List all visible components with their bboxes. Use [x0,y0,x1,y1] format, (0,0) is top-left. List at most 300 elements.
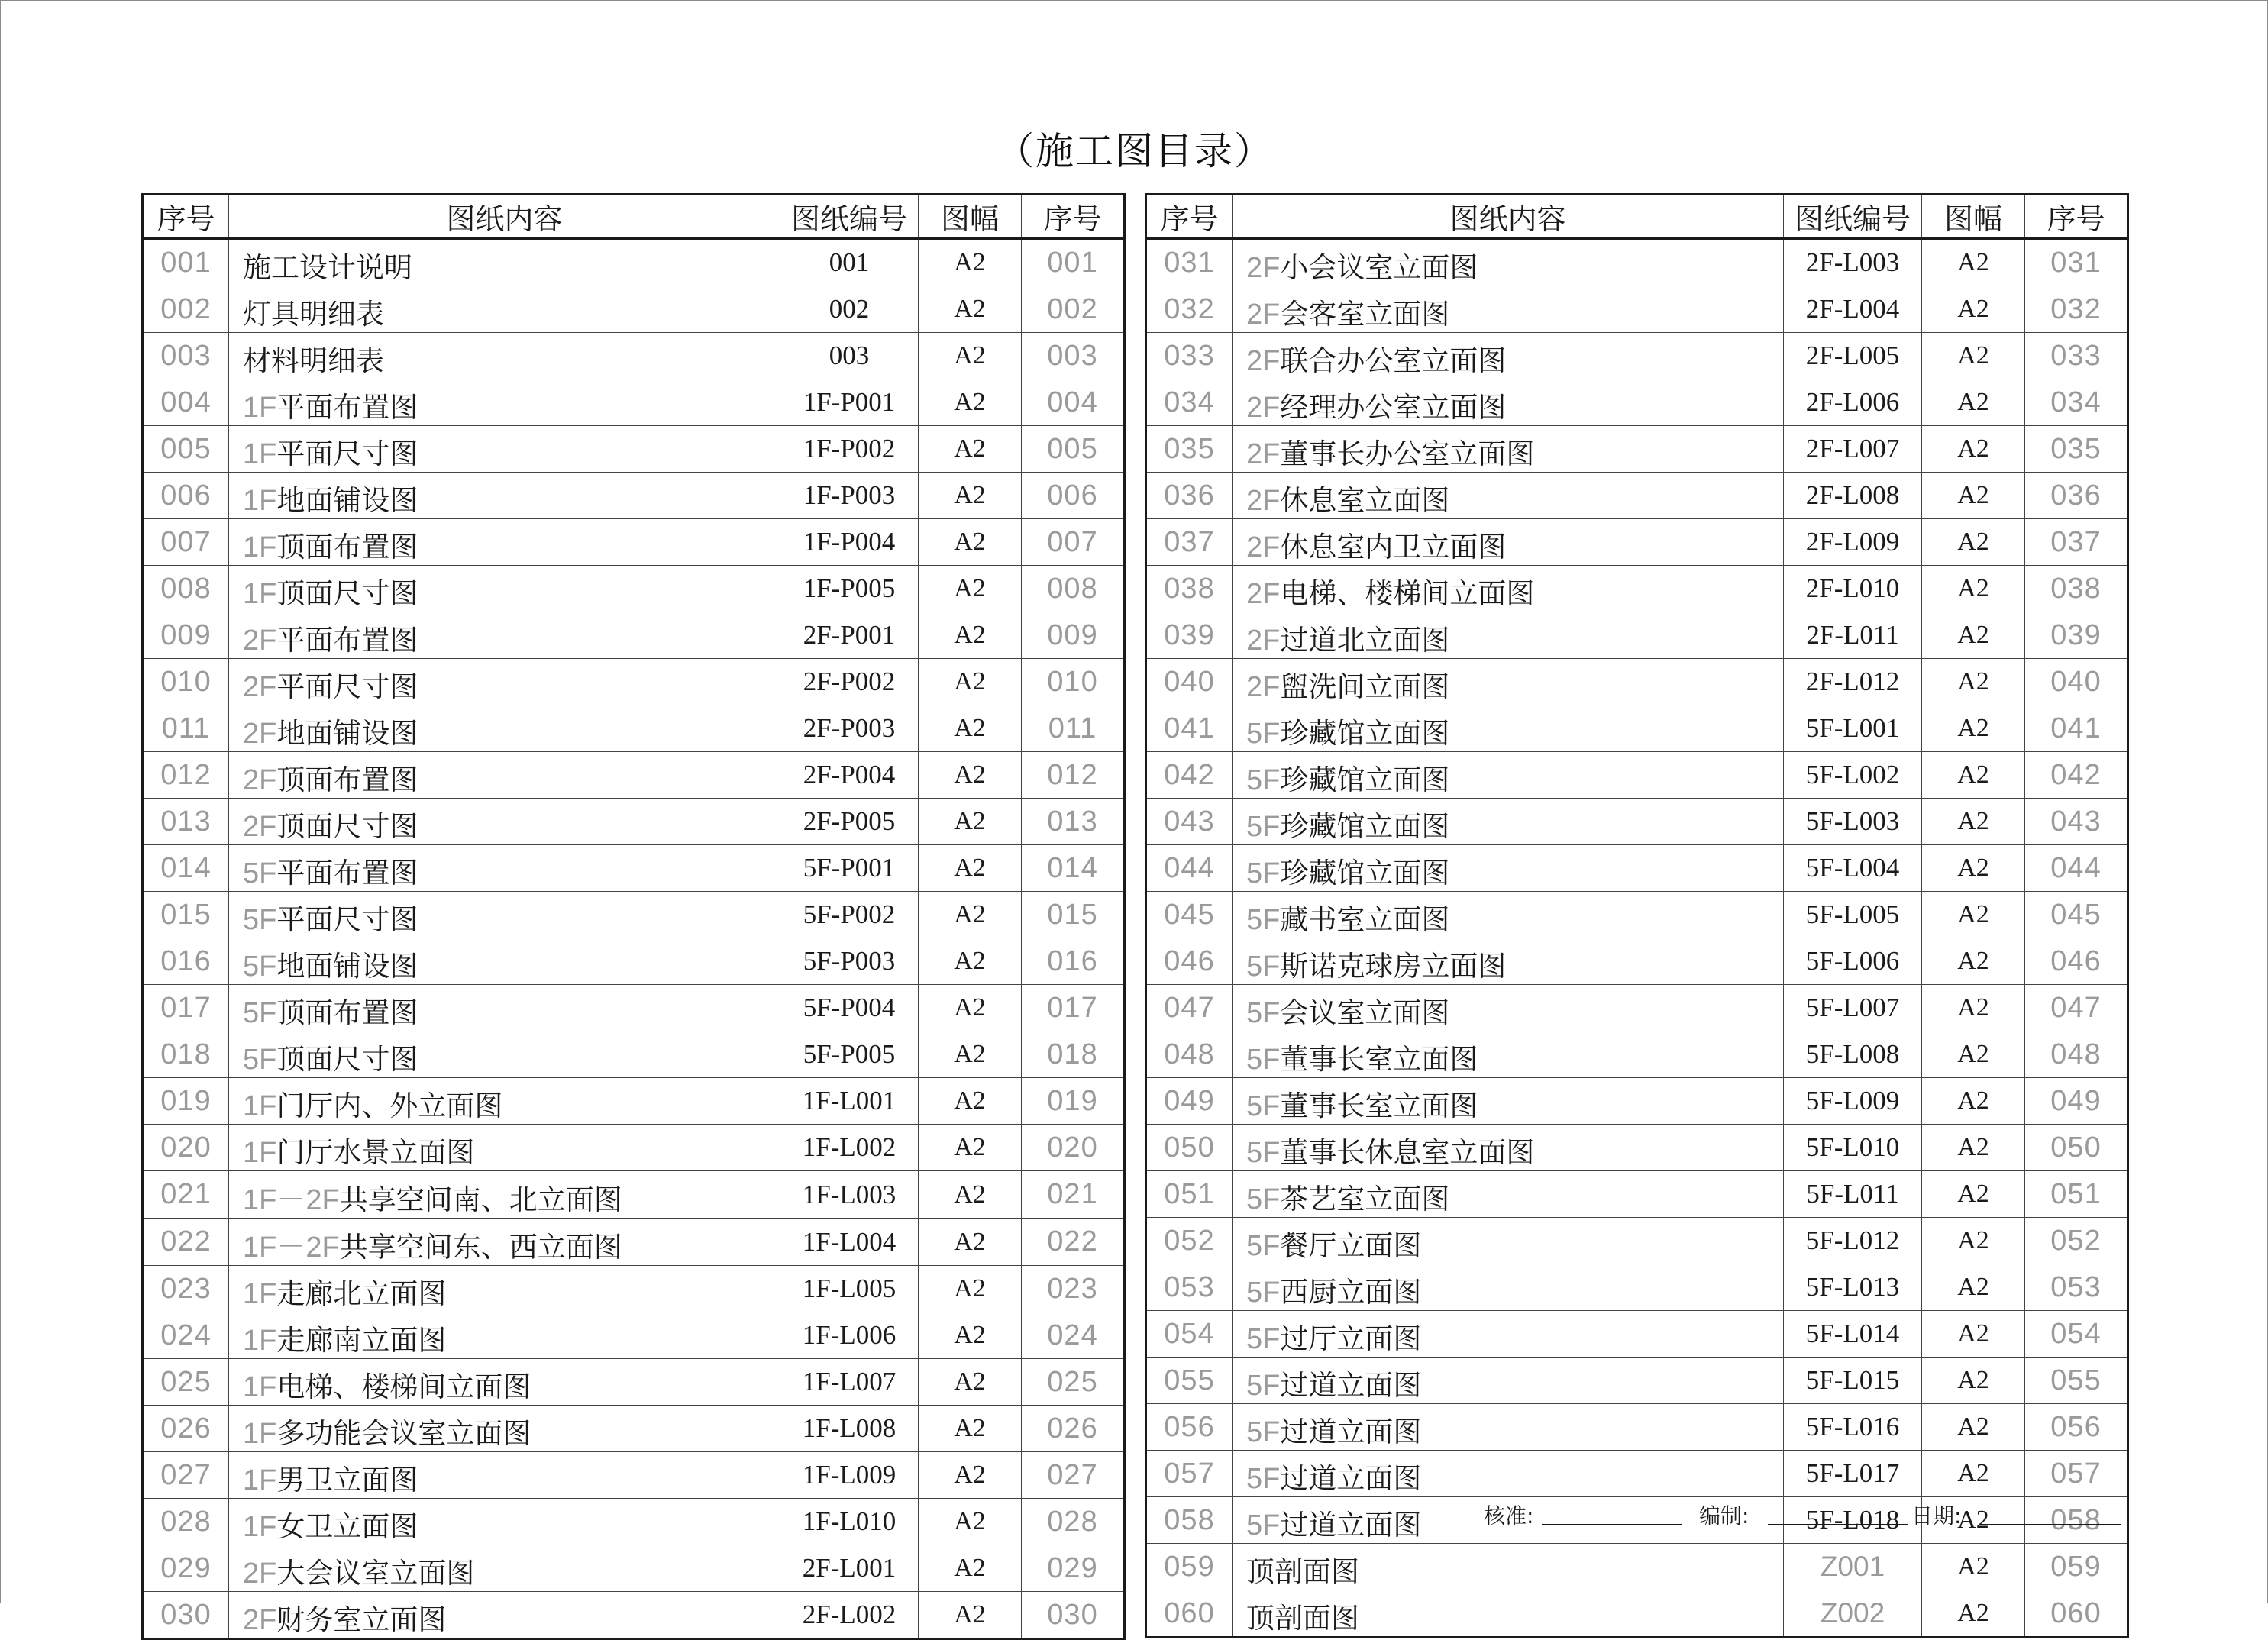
drawing-code: 5F-P001 [780,845,919,892]
drawing-content [229,1312,780,1359]
serial-number-right: 041 [2025,705,2128,752]
floor-label: 2F [1246,299,1281,331]
serial-number-right: 018 [1022,1031,1125,1078]
drawing-name: 休息室立面图 [1280,484,1450,517]
serial-number-right: 044 [2025,845,2128,892]
floor-label: 5F [1246,1370,1281,1402]
floor-label: 5F [243,997,277,1029]
serial-number: 059 [1146,1544,1233,1590]
serial-number: 060 [1146,1590,1233,1638]
drawing-name: 藏书室立面图 [1280,903,1450,936]
floor-label: 2F [243,1604,277,1636]
drawing-content [229,892,780,938]
floor-label: 5F [1246,1277,1281,1309]
floor-label: 5F [1246,1463,1281,1495]
table-row [1146,659,2128,705]
drawing-code: 2F-L001 [780,1545,919,1592]
drawing-code: 1F-L003 [780,1171,919,1219]
table-row [143,1312,1125,1359]
serial-number-right: 036 [2025,473,2128,519]
floor-label: 1F [243,485,277,517]
serial-number: 038 [1146,566,1233,612]
sheet-size: A2 [919,1266,1022,1312]
serial-number-right: 059 [2025,1544,2128,1590]
floor-label: 1F－2F [243,1184,340,1216]
drawing-name: 电梯、楼梯间立面图 [276,1370,531,1403]
drawing-content [1233,1078,1784,1125]
drawing-content [229,612,780,659]
serial-number: 048 [1146,1031,1233,1078]
serial-number: 021 [143,1171,229,1219]
drawing-code: 1F-P001 [780,379,919,426]
floor-label: 2F [1246,671,1281,703]
drawing-name: 地面铺设图 [276,717,418,750]
table-row [1146,286,2128,333]
sheet-size: A2 [919,1031,1022,1078]
serial-number-right: 056 [2025,1404,2128,1451]
sheet-size: A2 [1922,239,2025,286]
serial-number: 029 [143,1545,229,1592]
drawing-code: 5F-P003 [780,938,919,985]
page-title: （施工图目录） [996,129,1274,173]
floor-label: 2F [1246,392,1281,424]
drawing-content [229,286,780,333]
sheet-size: A2 [1922,752,2025,799]
table-row [1146,845,2128,892]
drawing-code: 5F-L001 [1784,705,1922,752]
drawing-name: 平面布置图 [276,391,418,424]
sheet-size: A2 [919,1545,1022,1592]
floor-label: 2F [1246,625,1281,657]
drawing-name: 董事长室立面图 [1280,1090,1478,1122]
serial-number: 006 [143,473,229,519]
floor-label: 5F [1246,904,1281,936]
table-row [1146,752,2128,799]
floor-label: 5F [1246,951,1281,983]
sheet-size: A2 [1922,985,2025,1031]
serial-number-right: 023 [1022,1266,1125,1312]
drawing-code: 5F-L009 [1784,1078,1922,1125]
sheet-size: A2 [1922,566,2025,612]
floor-label: 2F [1246,485,1281,517]
serial-number-right: 001 [1022,239,1125,286]
serial-number-right: 003 [1022,333,1125,379]
header-code: 图纸编号 [780,195,919,239]
serial-number: 007 [143,519,229,566]
serial-number: 032 [1146,286,1233,333]
sheet-size: A2 [919,519,1022,566]
table-row [143,659,1125,705]
serial-number-right: 005 [1022,426,1125,473]
table-row [143,519,1125,566]
floor-label: 1F－2F [243,1232,340,1264]
drawing-code: Z002 [1784,1590,1922,1638]
drawing-code: 002 [780,286,919,333]
drawing-name: 珍藏馆立面图 [1280,764,1450,796]
drawing-name: 走廊北立面图 [276,1277,447,1310]
sheet-size: A2 [1922,426,2025,473]
drawing-content [229,566,780,612]
sheet-size: A2 [1922,1171,2025,1218]
drawing-content [229,705,780,752]
drawing-name: 珍藏馆立面图 [1280,857,1450,889]
drawing-code: 2F-L008 [1784,473,1922,519]
serial-number: 049 [1146,1078,1233,1125]
drawing-code: 2F-P004 [780,752,919,799]
compile-field[interactable] [1768,1524,1908,1525]
serial-number-right: 009 [1022,612,1125,659]
drawing-name: 休息室内卫立面图 [1280,531,1507,563]
sheet-size: A2 [919,845,1022,892]
header-serial: 序号 [143,195,229,239]
table-row [1146,239,2128,286]
serial-number: 012 [143,752,229,799]
drawing-content [1233,1218,1784,1264]
drawing-code: 5F-L006 [1784,938,1922,985]
serial-number: 033 [1146,333,1233,379]
sheet-size: A2 [1922,612,2025,659]
drawing-code: 1F-P003 [780,473,919,519]
drawing-name: 斯诺克球房立面图 [1280,950,1507,983]
serial-number-right: 048 [2025,1031,2128,1078]
drawing-content [229,1545,780,1592]
floor-label: 2F [243,764,277,796]
header-serial-right: 序号 [1022,195,1125,239]
drawing-content [1233,1451,1784,1497]
table-row [1146,566,2128,612]
drawing-name: 地面铺设图 [276,950,418,983]
drawing-content [229,1359,780,1406]
floor-label: 5F [1246,811,1281,843]
serial-number: 045 [1146,892,1233,938]
drawing-code: 1F-L009 [780,1452,919,1499]
serial-number-right: 039 [2025,612,2128,659]
drawing-name: 走廊南立面图 [276,1324,447,1357]
header-serial: 序号 [1146,195,1233,239]
table-row [143,379,1125,426]
drawing-content [1233,473,1784,519]
serial-number-right: 008 [1022,566,1125,612]
serial-number-right: 035 [2025,426,2128,473]
floor-label: 5F [1246,1044,1281,1076]
serial-number: 028 [143,1499,229,1545]
drawing-code: 5F-L016 [1784,1404,1922,1451]
serial-number: 010 [143,659,229,705]
drawing-content [229,1031,780,1078]
drawing-name: 施工设计说明 [243,251,412,284]
serial-number: 041 [1146,705,1233,752]
drawing-name: 董事长室立面图 [1280,1043,1478,1076]
table-row [1146,1358,2128,1404]
drawing-name: 联合办公室立面图 [1280,344,1507,377]
drawing-content [229,1078,780,1125]
floor-label: 2F [243,811,277,843]
drawing-content [229,1406,780,1452]
drawing-code: 2F-L002 [780,1592,919,1639]
table-row [143,705,1125,752]
serial-number: 052 [1146,1218,1233,1264]
sheet-size: A2 [1922,1218,2025,1264]
serial-number: 019 [143,1078,229,1125]
serial-number: 051 [1146,1171,1233,1218]
serial-number-right: 040 [2025,659,2128,705]
serial-number-right: 038 [2025,566,2128,612]
serial-number: 011 [143,705,229,752]
serial-number: 053 [1146,1264,1233,1311]
serial-number-right: 055 [2025,1358,2128,1404]
sheet-size: A2 [919,705,1022,752]
serial-number-right: 022 [1022,1219,1125,1266]
floor-label: 5F [1246,1323,1281,1355]
serial-number-right: 012 [1022,752,1125,799]
table-row [1146,379,2128,426]
drawing-name: 顶面尺寸图 [276,577,418,610]
table-row [143,473,1125,519]
drawing-content [1233,1544,1784,1590]
serial-number-right: 002 [1022,286,1125,333]
table-row [143,1499,1125,1545]
header-content: 图纸内容 [229,195,780,239]
floor-label: 1F [243,578,277,610]
sheet-size: A2 [919,566,1022,612]
table-row [1146,1125,2128,1171]
table-row [143,1125,1125,1171]
drawing-name: 电梯、楼梯间立面图 [1280,577,1535,610]
drawing-name: 小会议室立面图 [1280,251,1478,284]
serial-number: 016 [143,938,229,985]
table-row [143,1359,1125,1406]
serial-number-right: 029 [1022,1545,1125,1592]
drawing-content [229,519,780,566]
sheet-size: A2 [1922,333,2025,379]
drawing-name: 过道立面图 [1280,1509,1422,1542]
sheet-size: A2 [919,426,1022,473]
drawing-name: 顶剖面图 [1246,1602,1359,1635]
serial-number-right: 025 [1022,1359,1125,1406]
drawing-code: 5F-L007 [1784,985,1922,1031]
drawing-content [1233,426,1784,473]
table-row [1146,1264,2128,1311]
serial-number-right: 037 [2025,519,2128,566]
drawing-code: 003 [780,333,919,379]
table-row [1146,1590,2128,1638]
table-row [1146,1311,2128,1358]
drawing-name: 财务室立面图 [276,1603,447,1636]
serial-number-right: 027 [1022,1452,1125,1499]
drawing-name: 顶面尺寸图 [276,1043,418,1076]
floor-label: 1F [243,392,277,424]
floor-label: 1F [243,1511,277,1543]
drawing-content [1233,1031,1784,1078]
table-header-row [143,195,1125,239]
drawing-code: 1F-L005 [780,1266,919,1312]
sheet-size: A2 [1922,379,2025,426]
table-row [143,426,1125,473]
drawing-code: 5F-P002 [780,892,919,938]
drawing-content [229,426,780,473]
serial-number-right: 047 [2025,985,2128,1031]
drawing-content [229,1171,780,1219]
serial-number: 023 [143,1266,229,1312]
serial-number-right: 043 [2025,799,2128,845]
table-row [1146,1451,2128,1497]
serial-number-right: 015 [1022,892,1125,938]
table-row [143,286,1125,333]
drawing-content [229,473,780,519]
sheet-size: A2 [1922,938,2025,985]
drawing-name: 餐厅立面图 [1280,1229,1422,1262]
drawing-code: 2F-L006 [1784,379,1922,426]
floor-label: 5F [243,1044,277,1076]
serial-number: 058 [1146,1497,1233,1544]
drawing-name: 女卫立面图 [276,1510,418,1543]
serial-number-right: 032 [2025,286,2128,333]
serial-number: 050 [1146,1125,1233,1171]
drawing-name: 平面尺寸图 [276,903,418,936]
sheet-size: A2 [919,938,1022,985]
drawing-name: 顶面布置图 [276,531,418,563]
sheet-size: A2 [1922,1404,2025,1451]
signature-footer [1375,1493,2139,1532]
sheet-size: A2 [1922,705,2025,752]
serial-number-right: 019 [1022,1078,1125,1125]
drawing-content [229,1452,780,1499]
sheet-size: A2 [1922,286,2025,333]
table-row [1146,1404,2128,1451]
drawing-code: 2F-L009 [1784,519,1922,566]
floor-label: 1F [243,1371,277,1403]
drawing-content [1233,566,1784,612]
drawing-content [229,1592,780,1639]
sheet-size: A2 [919,1125,1022,1171]
serial-number-right: 013 [1022,799,1125,845]
sheet-size: A2 [1922,1590,2025,1638]
serial-number-right: 006 [1022,473,1125,519]
serial-number-right: 020 [1022,1125,1125,1171]
drawing-content [229,1266,780,1312]
serial-number-right: 046 [2025,938,2128,985]
sheet-size: A2 [1922,1125,2025,1171]
table-row [143,1452,1125,1499]
sheet-size: A2 [919,1078,1022,1125]
table-row [1146,1171,2128,1218]
floor-label: 2F [243,625,277,657]
table-row [1146,985,2128,1031]
serial-number: 025 [143,1359,229,1406]
serial-number-right: 033 [2025,333,2128,379]
drawing-content [1233,985,1784,1031]
sheet-size: A2 [919,1592,1022,1639]
drawing-content [1233,239,1784,286]
serial-number: 034 [1146,379,1233,426]
approve-field[interactable] [1542,1524,1682,1525]
sheet-size: A2 [919,1452,1022,1499]
drawing-name: 共享空间南、北立面图 [339,1183,622,1216]
sheet-size: A2 [919,1219,1022,1266]
serial-number: 044 [1146,845,1233,892]
serial-number-right: 011 [1022,705,1125,752]
drawing-name: 过道立面图 [1280,1462,1422,1495]
drawing-code: 1F-P005 [780,566,919,612]
drawing-name: 顶面尺寸图 [276,810,418,843]
serial-number: 024 [143,1312,229,1359]
table-row [143,333,1125,379]
floor-label: 1F [243,1090,277,1122]
table-row [143,1219,1125,1266]
drawing-content [229,985,780,1031]
drawing-name: 董事长休息室立面图 [1280,1136,1535,1169]
serial-number-right: 034 [2025,379,2128,426]
serial-number: 046 [1146,938,1233,985]
compile-label: 编制: [1699,1503,1749,1529]
drawing-name: 西厨立面图 [1280,1276,1422,1309]
serial-number: 043 [1146,799,1233,845]
drawing-code: 1F-L006 [780,1312,919,1359]
serial-number-right: 007 [1022,519,1125,566]
drawing-code: 5F-P005 [780,1031,919,1078]
serial-number-right: 028 [1022,1499,1125,1545]
drawing-name: 过道立面图 [1280,1369,1422,1402]
serial-number: 002 [143,286,229,333]
drawing-content [1233,1311,1784,1358]
serial-number-right: 052 [2025,1218,2128,1264]
sheet-size: A2 [1922,799,2025,845]
table-row [1146,426,2128,473]
floor-label: 1F [243,531,277,563]
drawing-content [1233,1125,1784,1171]
header-size: 图幅 [1922,195,2025,239]
serial-number: 027 [143,1452,229,1499]
table-row [143,1545,1125,1592]
drawing-name: 门厅内、外立面图 [276,1090,503,1122]
drawing-name: 顶剖面图 [1246,1555,1359,1588]
sheet-size: A2 [919,379,1022,426]
table-row [143,239,1125,286]
drawing-code: 2F-L011 [1784,612,1922,659]
date-field[interactable] [1980,1524,2121,1525]
serial-number: 008 [143,566,229,612]
drawing-content [1233,799,1784,845]
sheet-size: A2 [919,1406,1022,1452]
drawing-code: 5F-P004 [780,985,919,1031]
drawing-content [1233,519,1784,566]
serial-number-right: 058 [2025,1497,2128,1544]
header-code: 图纸编号 [1784,195,1922,239]
floor-label: 2F [1246,252,1281,284]
drawing-content [1233,1171,1784,1218]
sheet-size: A2 [1922,1497,2025,1544]
table-row [143,1592,1125,1639]
table-row [143,938,1125,985]
sheet-size: A2 [919,752,1022,799]
floor-label: 5F [1246,1230,1281,1262]
table-row [1146,1031,2128,1078]
table-row [143,892,1125,938]
serial-number: 042 [1146,752,1233,799]
drawing-code: 1F-L001 [780,1078,919,1125]
sheet-size: A2 [919,659,1022,705]
floor-label: 5F [1246,764,1281,796]
drawing-name: 茶艺室立面图 [1280,1183,1450,1215]
floor-label: 5F [1246,1090,1281,1122]
drawing-code: 1F-P004 [780,519,919,566]
drawing-name: 平面布置图 [276,857,418,889]
serial-number-right: 060 [2025,1590,2128,1638]
serial-number: 054 [1146,1311,1233,1358]
drawing-code: 2F-L010 [1784,566,1922,612]
drawing-name: 平面尺寸图 [276,670,418,703]
header-serial-right: 序号 [2025,195,2128,239]
